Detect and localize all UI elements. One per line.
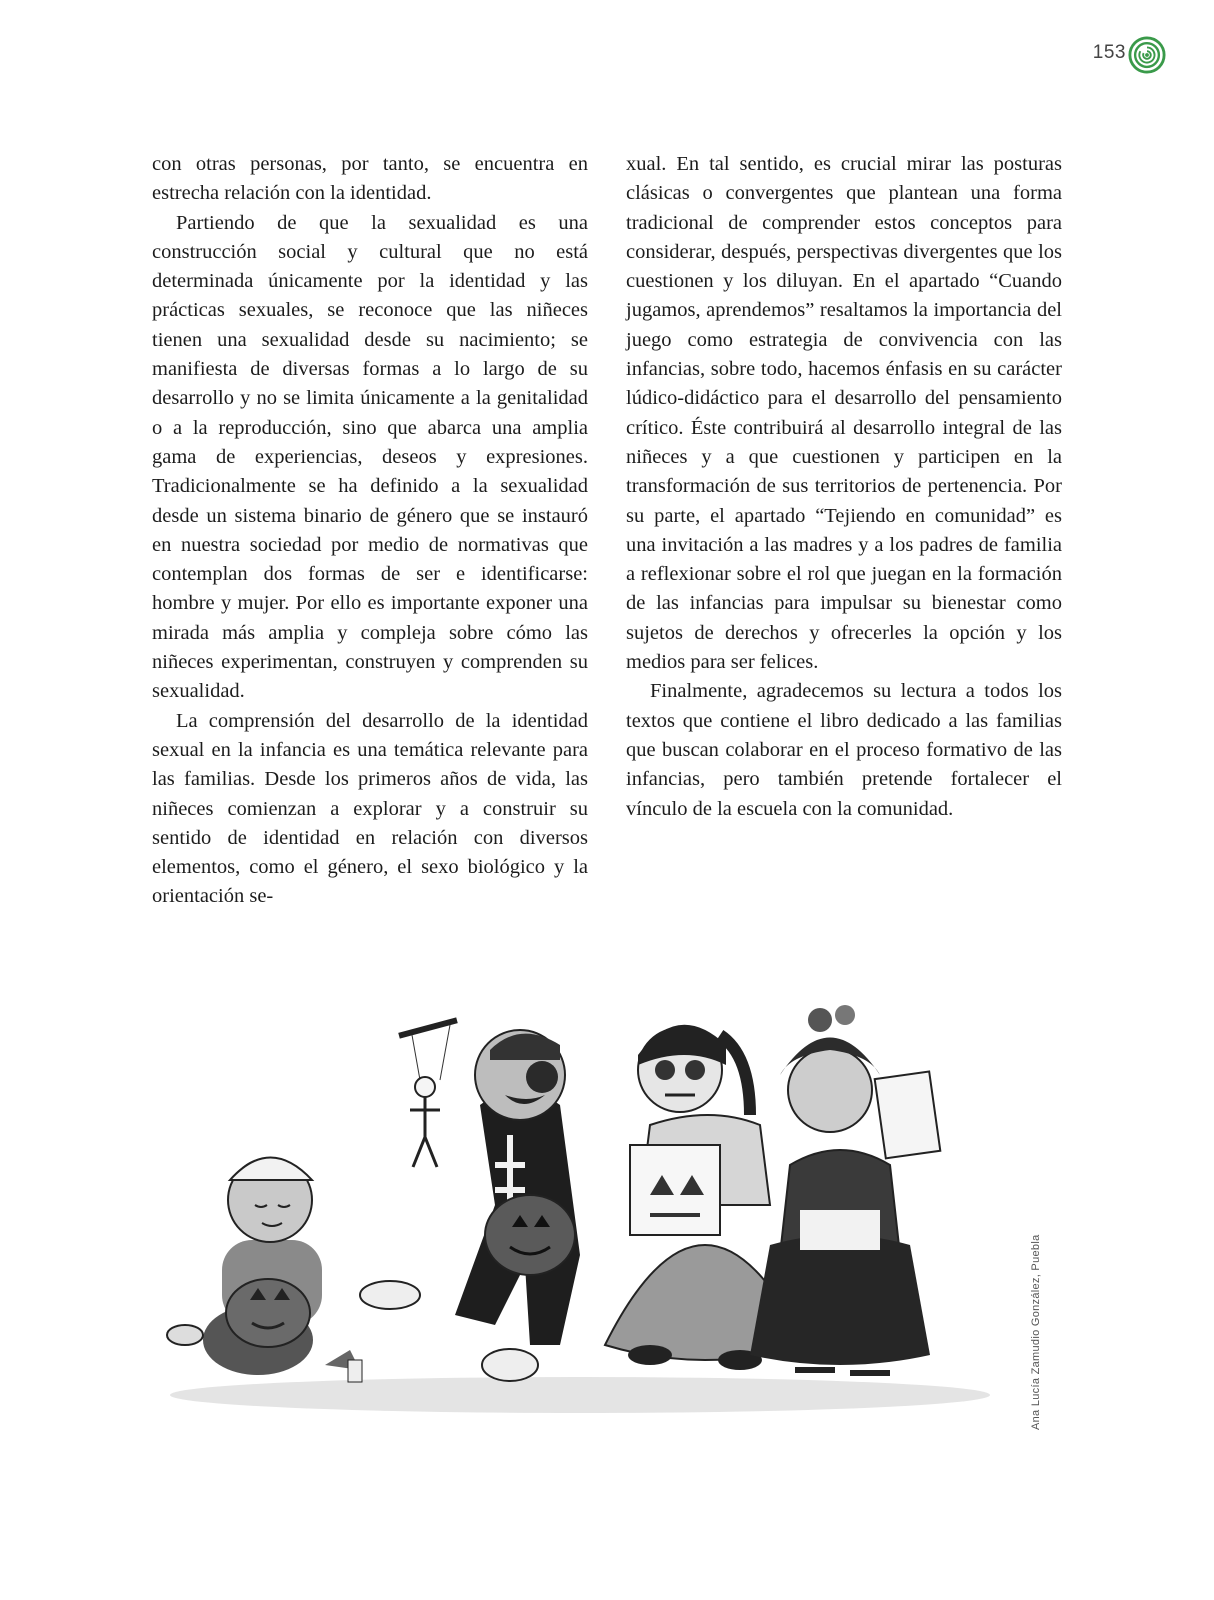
paragraph: xual. En tal sentido, es crucial mirar las posturas clásicas o convergentes que plantean una forma tradicional de comprender estos conceptos para considerar, después, perspectivas divergentes que los cuestionen y los diluyan. En el apartado “Cuando jugamos, aprendemos” resaltamos la importancia del juego como estrategia de convivencia con las infancias, sobre todo, hacemos énfasis en su carácter lúdico-didáctico para el desarrollo del pensamiento crítico. Éste contribuirá al desarrollo integral de las niñeces y a que cuestionen y participen en la transformación de sus territorios de pertenencia. Por su parte, el apartado “Tejiendo en comunidad” es una invitación a las madres y a los padres de familia a reflexionar sobre el rol que juegan en la formación de las infancias para impulsar su bienestar como sujetos de derechos y ofrecerles la opción y los medios para ser felices. (626, 153, 1062, 674)
body-text (152, 150, 1062, 912)
right-column (626, 150, 1062, 912)
paragraph: con otras personas, por tanto, se encuentra en estrecha relación con la identidad. (152, 153, 588, 205)
paragraph: Finalmente, agradecemos su lectura a todos los textos que contiene el libro dedicado a las familias que buscan colaborar en el proceso formativo de las infancias, pero también pretende fortalecer el vínculo de la escuela con la comunidad. (626, 680, 1062, 820)
children-costume-illustration (150, 995, 1020, 1425)
page-number: 153 (1092, 42, 1126, 63)
kneeling-child-figure (167, 1158, 362, 1383)
traditional-dress-girl-figure (750, 1005, 940, 1373)
illustration-credit: Ana Lucía Zamudio González, Puebla (1030, 1234, 1042, 1430)
left-column (152, 150, 588, 912)
paragraph: La comprensión del desarrollo de la identidad sexual en la infancia es una temática relevante para las familias. Desde los primeros años de vida, las niñeces comienzan a explorar y a construir su sentido de identidad en relación con diversos elementos, como el género, el sexo biológico y la orientación se- (152, 709, 588, 908)
paragraph: Partiendo de que la sexualidad es una construcción social y cultural que no está determinada únicamente por la identidad y las prácticas sexuales, se reconoce que las niñeces tienen una sexualidad desde su nacimiento; se manifiesta de diversas formas a lo largo de su desarrollo y no se limita únicamente a la genitalidad o a la reproducción, sino que abarca una amplia gama de experiencias, deseos y expresiones. Tradicionalmente se ha definido a la sexualidad desde un sistema binario de género que se instauró en nuestra sociedad por medio de normativas que contemplan dos formas de ser e identificarse: hombre y mujer. Por ello es importante exponer una mirada más amplia y compleja sobre cómo las niñeces experimentan, construyen y comprenden su sexualidad. (152, 211, 588, 703)
skeleton-costume-child-figure (360, 1017, 580, 1381)
spiral-logo-icon (1128, 36, 1166, 74)
